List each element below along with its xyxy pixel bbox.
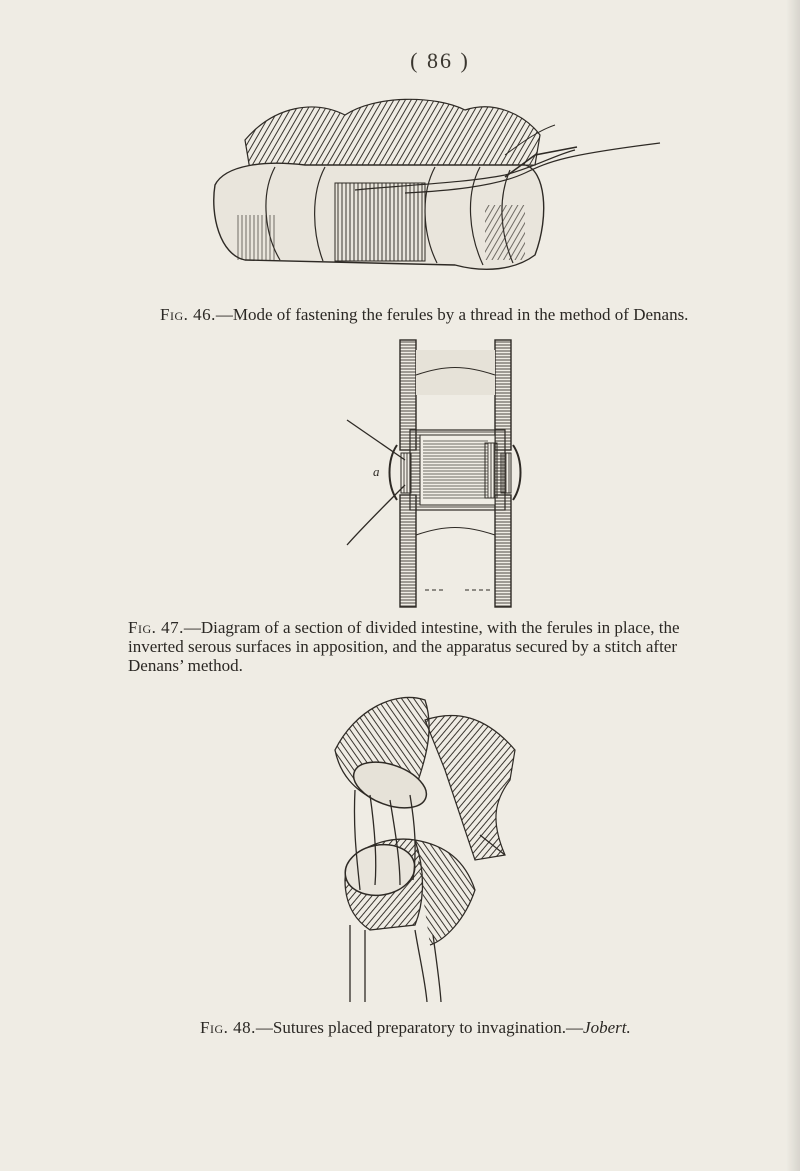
fig-46-caption-text: —Mode of fastening the ferules by a thread in the method of Denans. [215,305,689,324]
page-edge-shadow [786,0,800,1171]
intestine-ferules-thread-drawing [205,95,665,280]
intestine-section-diagram [325,335,545,613]
fig-47-caption [128,618,724,675]
fig-46-label: Fig. 46. [160,305,216,324]
fig-48-caption [200,1018,660,1037]
fig-47-illustration [325,335,545,613]
fig-48-label: Fig. 48. [200,1018,256,1037]
fig-47-caption-text: —Diagram of a section of divided intestine, with the ferules in place, the inverted serous surfaces in apposition, and the apparatus secured by a stitch after Denans’ method. [128,618,680,675]
fig-46-illustration [205,95,665,280]
sutures-invagination-drawing [315,690,535,1005]
fig-48-caption-text: —Sutures placed preparatory to invagination.— [255,1018,584,1037]
fig-47-label: Fig. 47. [128,618,184,637]
annotation-label-a: a [373,464,380,479]
page-number: ( 86 ) [410,48,470,73]
fig-48-author: Jobert. [583,1018,631,1037]
fig-48-illustration [315,690,535,1005]
fig-46-caption [160,305,720,324]
